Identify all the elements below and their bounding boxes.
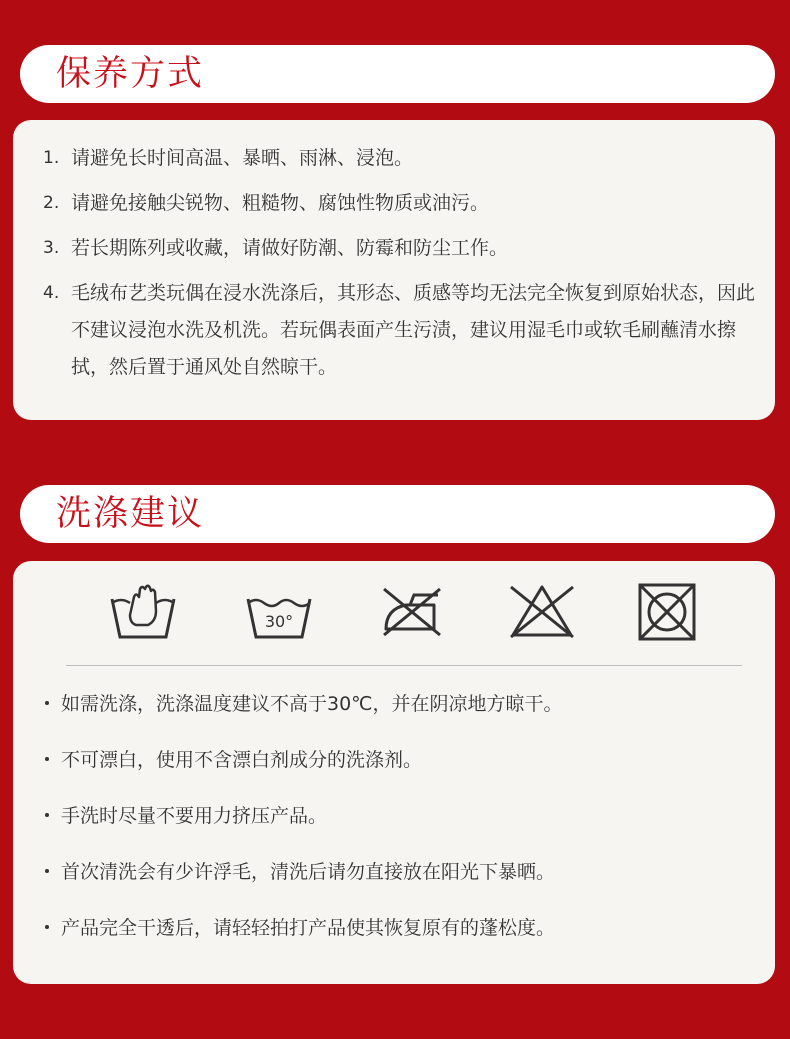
wash-item-text: 如需洗涤，洗涤温度建议不高于30℃，并在阴凉地方晾干。 (61, 693, 563, 715)
wash-list (43, 681, 755, 961)
wash-header (20, 485, 775, 543)
divider (66, 665, 742, 666)
hand-wash-icon (106, 581, 180, 641)
care-item (43, 230, 755, 267)
care-item (43, 185, 755, 222)
bullet-icon (45, 813, 49, 817)
wash-item (43, 905, 755, 951)
no-tumble-dry-icon (630, 581, 704, 641)
wash-temp-label: 30° (264, 612, 294, 631)
care-item-number: 1. (43, 148, 60, 168)
no-iron-icon (374, 581, 448, 641)
care-card (13, 120, 775, 420)
wash-item-text: 不可漂白，使用不含漂白剂成分的洗涤剂。 (61, 749, 423, 771)
wash-item (43, 681, 755, 727)
bullet-icon (45, 701, 49, 705)
wash-title: 洗涤建议 (56, 494, 205, 534)
care-item-text: 毛绒布艺类玩偶在浸水洗涤后，其形态、质感等均无法完全恢复到原始状态，因此不建议浸泡水洗及机洗。若玩偶表面产生污渍，建议用湿毛巾或软毛刷蘸清水擦拭，然后置于通风处自然晾干。 (71, 282, 756, 378)
bullet-icon (45, 869, 49, 873)
wash-item (43, 793, 755, 839)
care-symbols (13, 581, 775, 643)
wash-item (43, 737, 755, 783)
care-item-number: 2. (43, 193, 60, 213)
care-item-text: 请避免接触尖锐物、粗糙物、腐蚀性物质或油污。 (71, 192, 490, 214)
care-item-number: 3. (43, 238, 60, 258)
wash-card (13, 561, 775, 984)
wash-item-text: 首次清洗会有少许浮毛，清洗后请勿直接放在阳光下暴晒。 (61, 861, 556, 883)
care-item-number: 4. (43, 283, 60, 303)
bullet-icon (45, 925, 49, 929)
no-bleach-icon (505, 581, 579, 641)
wash-item (43, 849, 755, 895)
care-item (43, 140, 755, 177)
care-item-text: 请避免长时间高温、暴晒、雨淋、浸泡。 (71, 147, 414, 169)
wash-item-text: 手洗时尽量不要用力挤压产品。 (61, 805, 328, 827)
care-title: 保养方式 (56, 54, 205, 94)
care-item-text: 若长期陈列或收藏，请做好防潮、防霉和防尘工作。 (71, 237, 509, 259)
care-item (43, 275, 755, 386)
care-header (20, 45, 775, 103)
wash-30-icon (242, 581, 316, 641)
care-list (43, 140, 755, 394)
wash-item-text: 产品完全干透后，请轻轻拍打产品使其恢复原有的蓬松度。 (61, 917, 556, 939)
bullet-icon (45, 757, 49, 761)
